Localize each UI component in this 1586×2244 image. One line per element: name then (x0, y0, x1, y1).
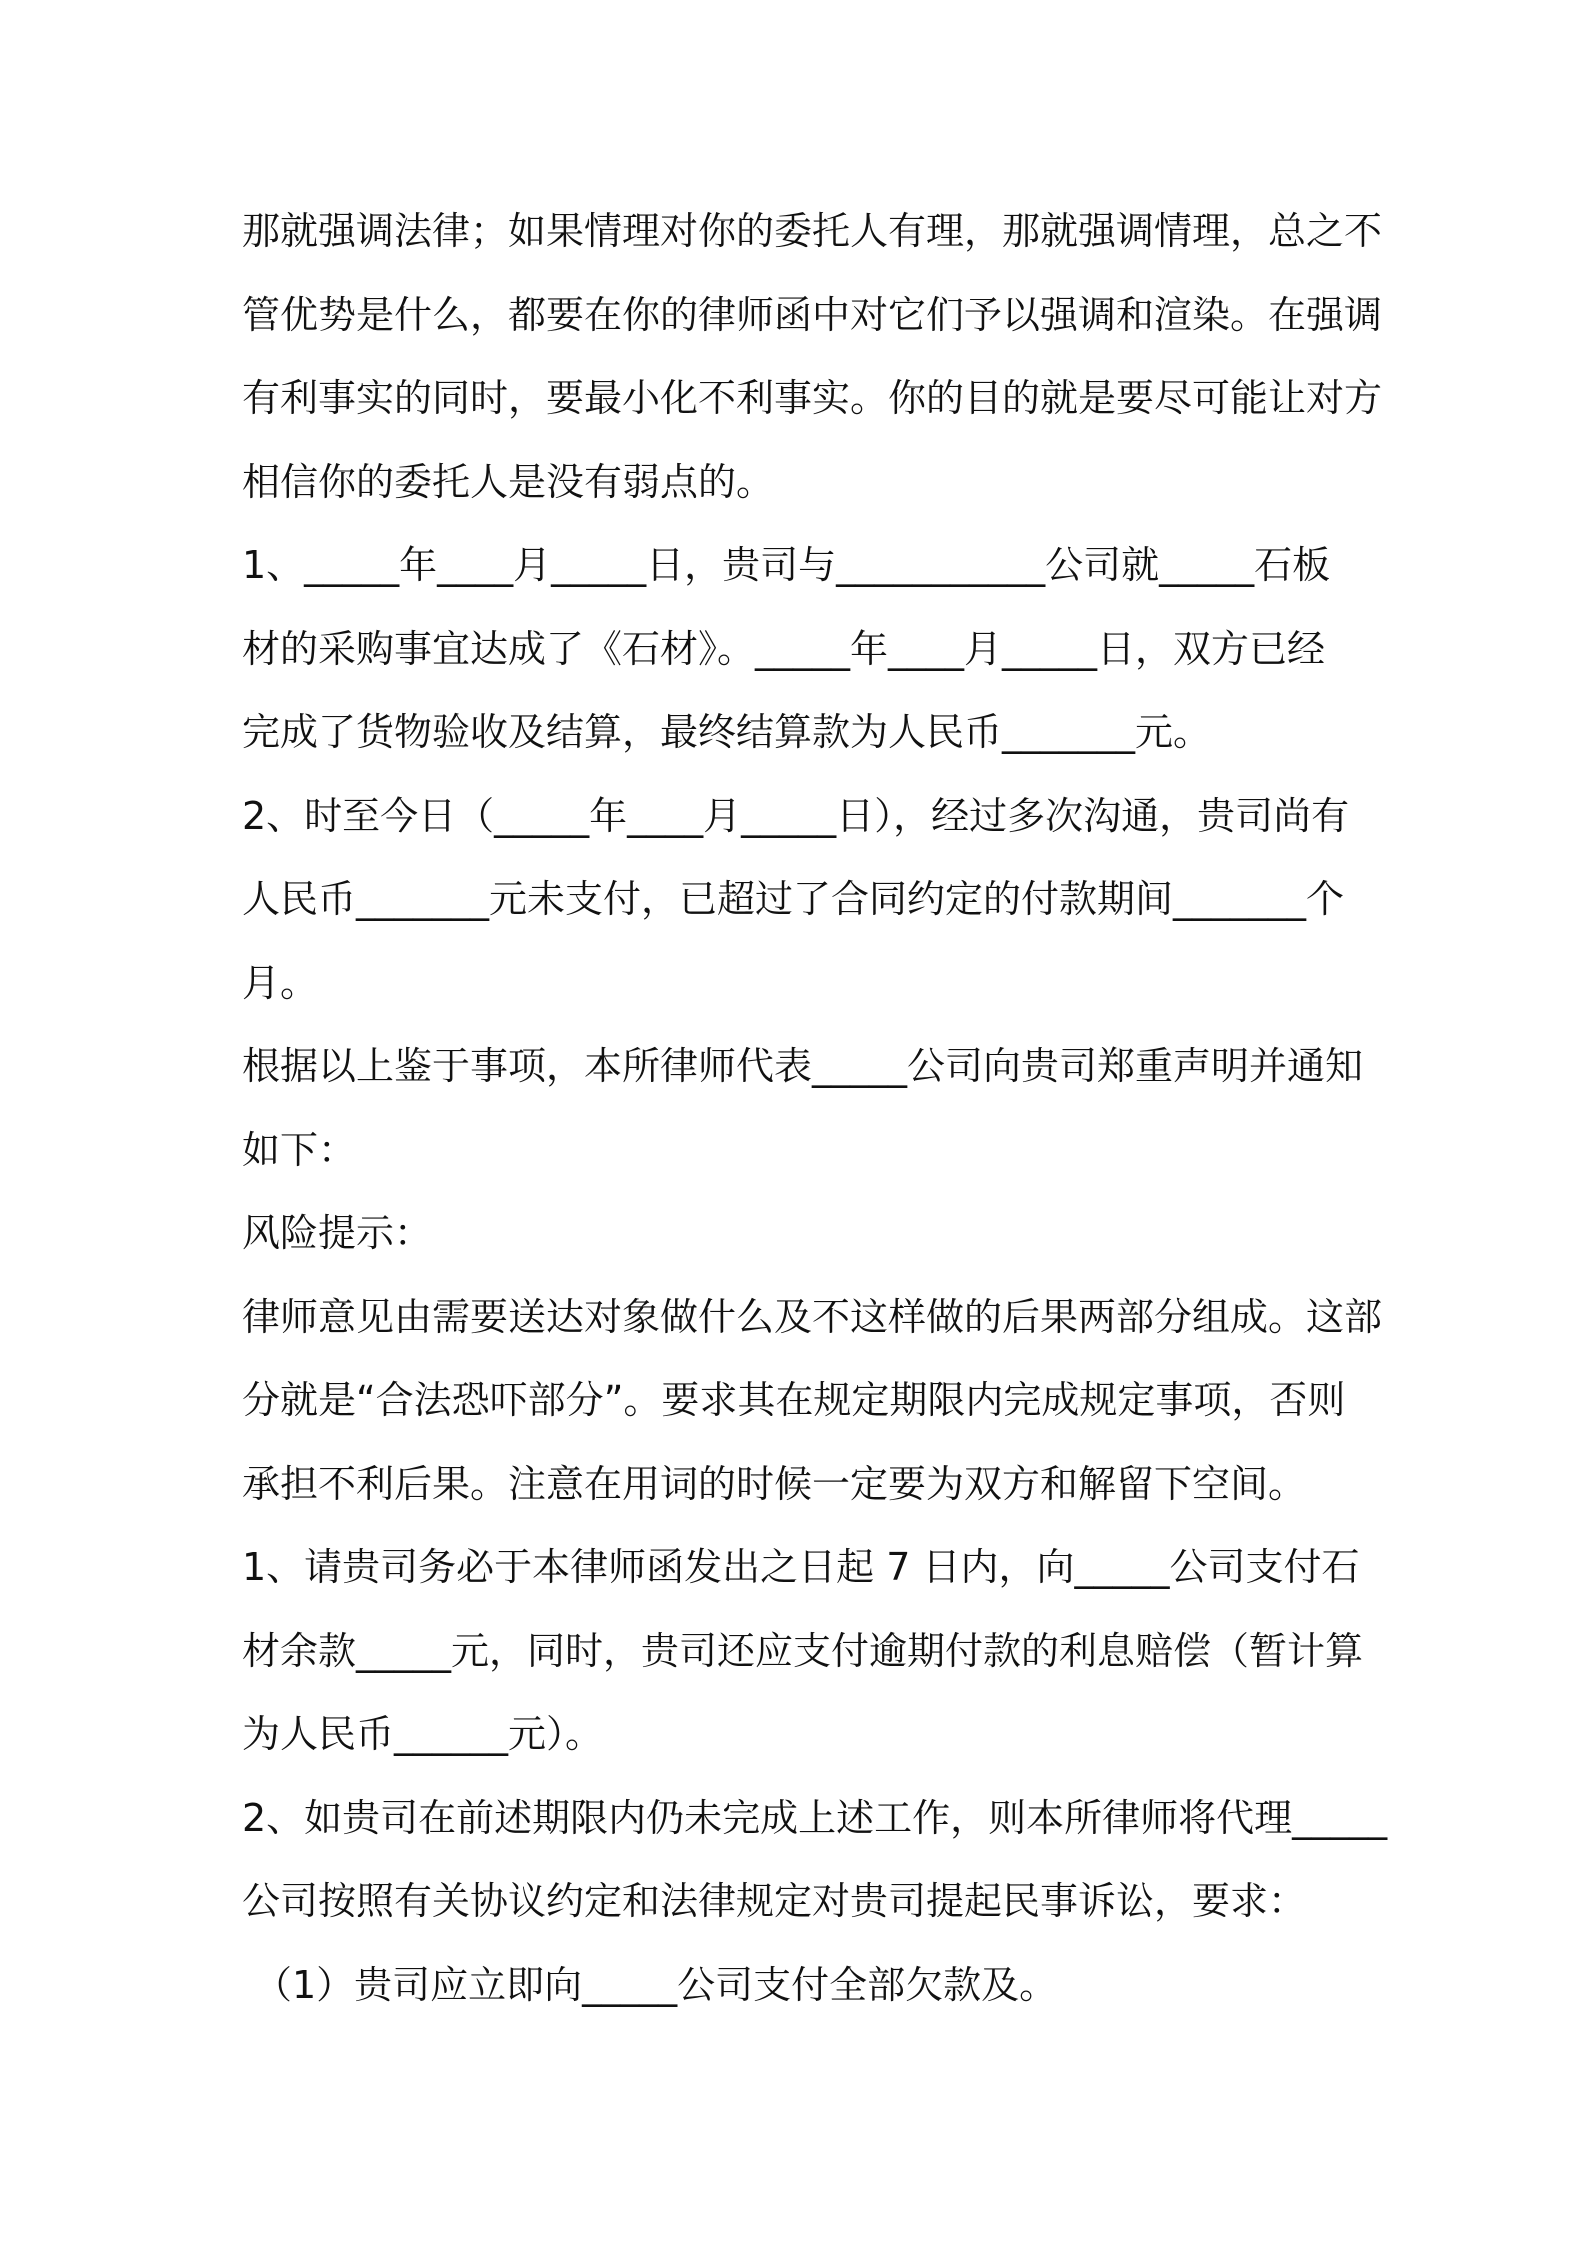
paragraph-line: 1、请贵司务必于本律师函发出之日起 7 日内，向_____公司支付石 (242, 1545, 1360, 1589)
paragraph-line: 律师意见由需要送达对象做什么及不这样做的后果两部分组成。这部 (242, 1294, 1383, 1339)
list-item-line: （1）贵司应立即向_____公司支付全部欠款及。 (254, 1962, 1058, 2007)
paragraph-line: 根据以上鉴于事项，本所律师代表_____公司向贵司郑重声明并通知 (242, 1044, 1364, 1088)
paragraph-line: 承担不利后果。注意在用词的时候一定要为双方和解留下空间。 (242, 1461, 1307, 1506)
paragraph-line: 管优势是什么，都要在你的律师函中对它们予以强调和渲染。在强调 (242, 292, 1383, 337)
document-body (242, 190, 1388, 2027)
paragraph-line: 相信你的委托人是没有弱点的。 (242, 459, 775, 504)
paragraph-line: 人民币_______元未支付，已超过了合同约定的付款期间_______个 (242, 877, 1345, 921)
paragraph-line: 2、时至今日（_____年____月_____日），经过多次沟通，贵司尚有 (242, 793, 1350, 838)
paragraph-line: 月。 (242, 960, 319, 1005)
paragraph-line: 为人民币______元）。 (242, 1712, 604, 1756)
section-heading: 风险提示： (242, 1211, 433, 1255)
paragraph-line: 分就是“合法恐吓部分”。要求其在规定期限内完成规定事项，否则 (242, 1378, 1346, 1422)
paragraph-line: 1、_____年____月_____日，贵司与___________公司就_____石板 (242, 543, 1331, 587)
paragraph-line: 材余款_____元，同时，贵司还应支付逾期付款的利息赔偿（暂计算 (242, 1628, 1364, 1673)
paragraph-line: 材的采购事宜达成了《石材》。_____年____月_____日，双方已经 (242, 626, 1326, 671)
paragraph-line: 公司按照有关协议约定和法律规定对贵司提起民事诉讼，要求： (242, 1879, 1307, 1923)
paragraph-line: 有利事实的同时，要最小化不利事实。你的目的就是要尽可能让对方 (242, 376, 1383, 420)
paragraph-line: 2、如贵司在前述期限内仍未完成上述工作，则本所律师将代理_____ (242, 1795, 1388, 1840)
paragraph-line: 如下： (242, 1127, 357, 1172)
paragraph-line: 那就强调法律；如果情理对你的委托人有理，那就强调情理，总之不 (242, 209, 1383, 253)
paragraph-line: 完成了货物验收及结算，最终结算款为人民币_______元。 (242, 710, 1212, 754)
